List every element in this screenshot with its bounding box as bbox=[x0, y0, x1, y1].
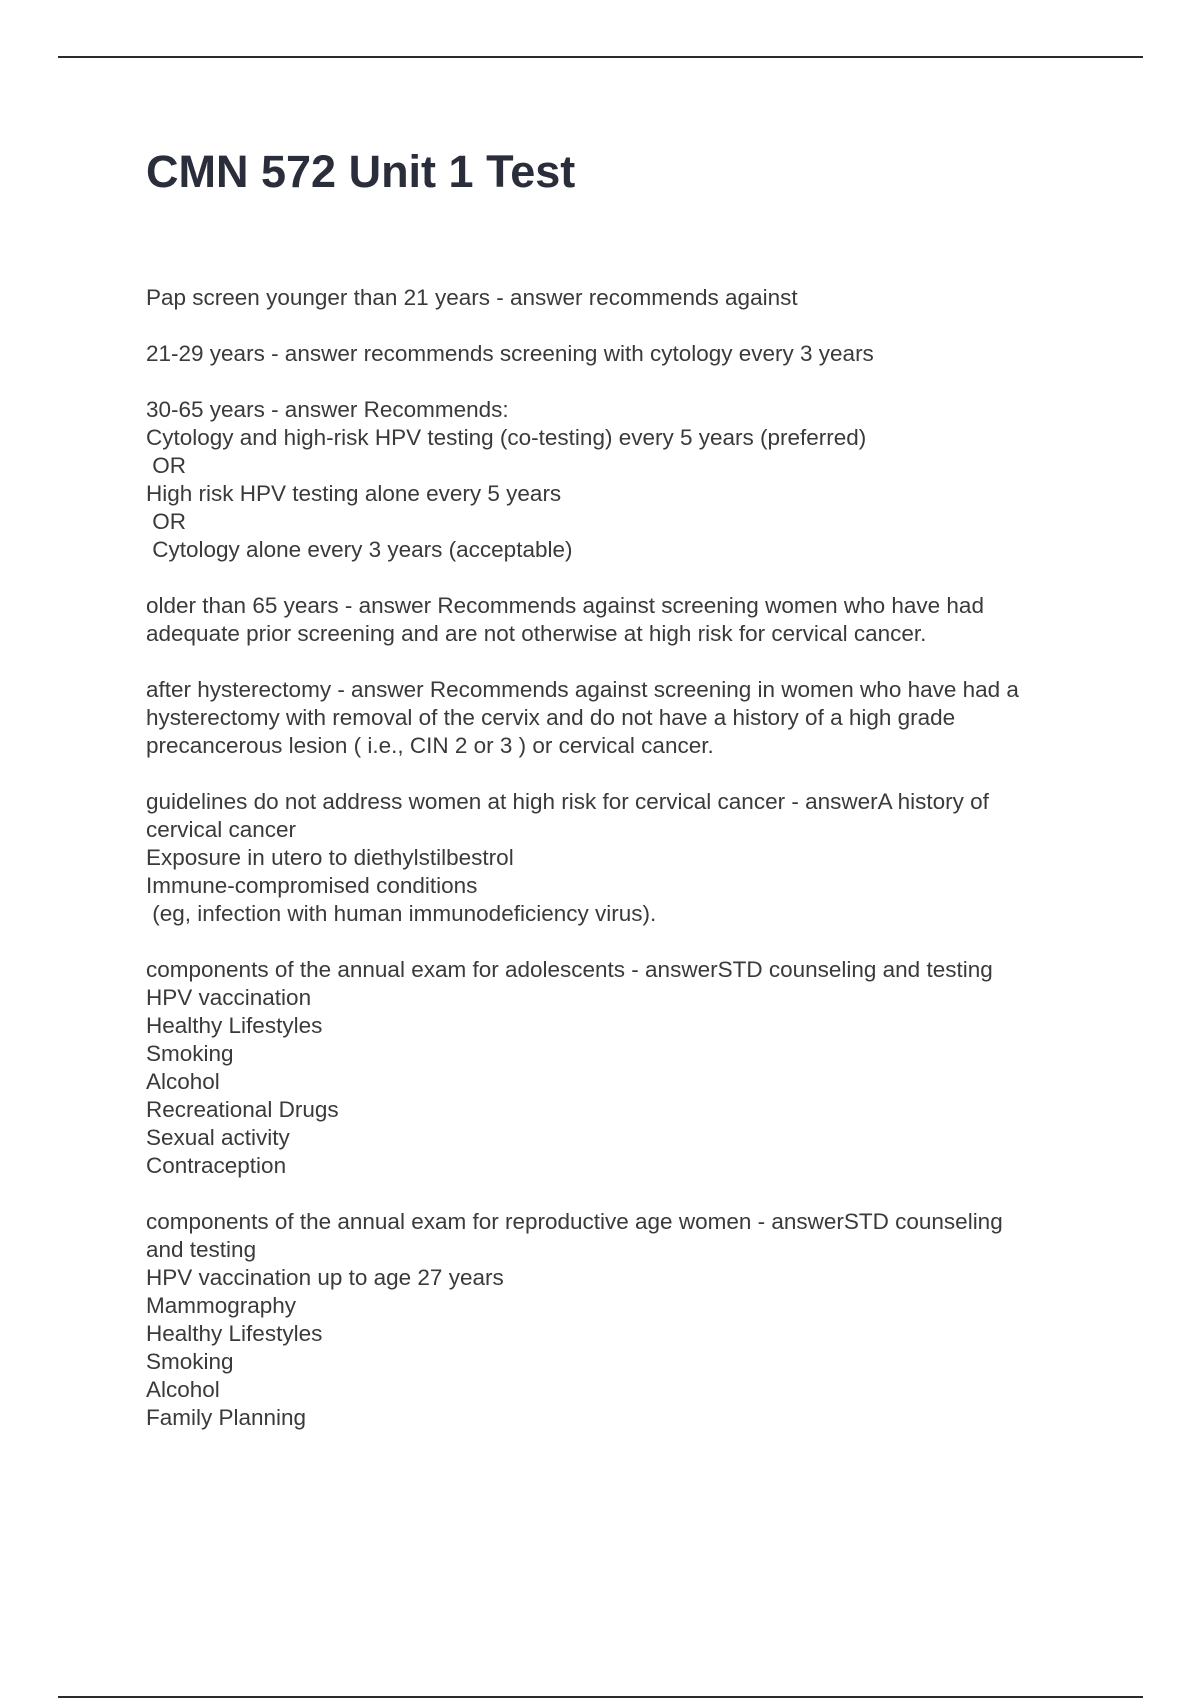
entry-line: and testing bbox=[146, 1237, 257, 1262]
entry-line: Cytology alone every 3 years (acceptable) bbox=[146, 537, 573, 562]
entry-line: Cytology and high-risk HPV testing (co-testing) every 5 years (preferred) bbox=[146, 425, 867, 450]
qa-entry bbox=[146, 956, 1096, 1180]
entry-line: cervical cancer bbox=[146, 817, 297, 842]
entry-line: Exposure in utero to diethylstilbestrol bbox=[146, 845, 514, 870]
qa-entry bbox=[146, 592, 1096, 648]
entry-line: hysterectomy with removal of the cervix and do not have a history of a high grade bbox=[146, 705, 956, 730]
entry-line: Alcohol bbox=[146, 1069, 220, 1094]
entry-line: 21-29 years - answer recommends screening with cytology every 3 years bbox=[146, 341, 874, 366]
entry-line: OR bbox=[146, 453, 187, 478]
qa-entry bbox=[146, 396, 1096, 564]
qa-entry bbox=[146, 676, 1096, 760]
document-body bbox=[146, 284, 1096, 1460]
entry-line: components of the annual exam for adolescents - answerSTD counseling and testing bbox=[146, 957, 993, 982]
entry-line: Mammography bbox=[146, 1293, 297, 1318]
entry-line: Sexual activity bbox=[146, 1125, 290, 1150]
entry-line: HPV vaccination up to age 27 years bbox=[146, 1265, 504, 1290]
qa-entry bbox=[146, 1208, 1096, 1432]
entry-line: Contraception bbox=[146, 1153, 287, 1178]
entry-line: HPV vaccination bbox=[146, 985, 312, 1010]
entry-line: Smoking bbox=[146, 1041, 234, 1066]
qa-entry bbox=[146, 340, 1096, 368]
entry-line: after hysterectomy - answer Recommends against screening in women who have had a bbox=[146, 677, 1019, 702]
entry-line: guidelines do not address women at high risk for cervical cancer - answerA history of bbox=[146, 789, 989, 814]
entry-line: Smoking bbox=[146, 1349, 234, 1374]
qa-entry bbox=[146, 284, 1096, 312]
entry-line: Recreational Drugs bbox=[146, 1097, 339, 1122]
entry-line: High risk HPV testing alone every 5 years bbox=[146, 481, 562, 506]
entry-line: OR bbox=[146, 509, 187, 534]
entry-line: Healthy Lifestyles bbox=[146, 1013, 323, 1038]
entry-line: precancerous lesion ( i.e., CIN 2 or 3 ) or cervical cancer. bbox=[146, 733, 714, 758]
bottom-divider bbox=[58, 1696, 1143, 1698]
top-divider bbox=[58, 56, 1143, 58]
entry-line: older than 65 years - answer Recommends against screening women who have had bbox=[146, 593, 984, 618]
entry-line: components of the annual exam for reproductive age women - answerSTD counseling bbox=[146, 1209, 1003, 1234]
entry-line: (eg, infection with human immunodeficiency virus). bbox=[146, 901, 657, 926]
qa-entry bbox=[146, 788, 1096, 928]
entry-line: Alcohol bbox=[146, 1377, 220, 1402]
page-title: CMN 572 Unit 1 Test bbox=[146, 146, 576, 197]
entry-line: Healthy Lifestyles bbox=[146, 1321, 323, 1346]
entry-line: Immune-compromised conditions bbox=[146, 873, 478, 898]
entry-line: 30-65 years - answer Recommends: bbox=[146, 397, 509, 422]
entry-line: Pap screen younger than 21 years - answer recommends against bbox=[146, 285, 798, 310]
entry-line: Family Planning bbox=[146, 1405, 307, 1430]
entry-line: adequate prior screening and are not otherwise at high risk for cervical cancer. bbox=[146, 621, 927, 646]
